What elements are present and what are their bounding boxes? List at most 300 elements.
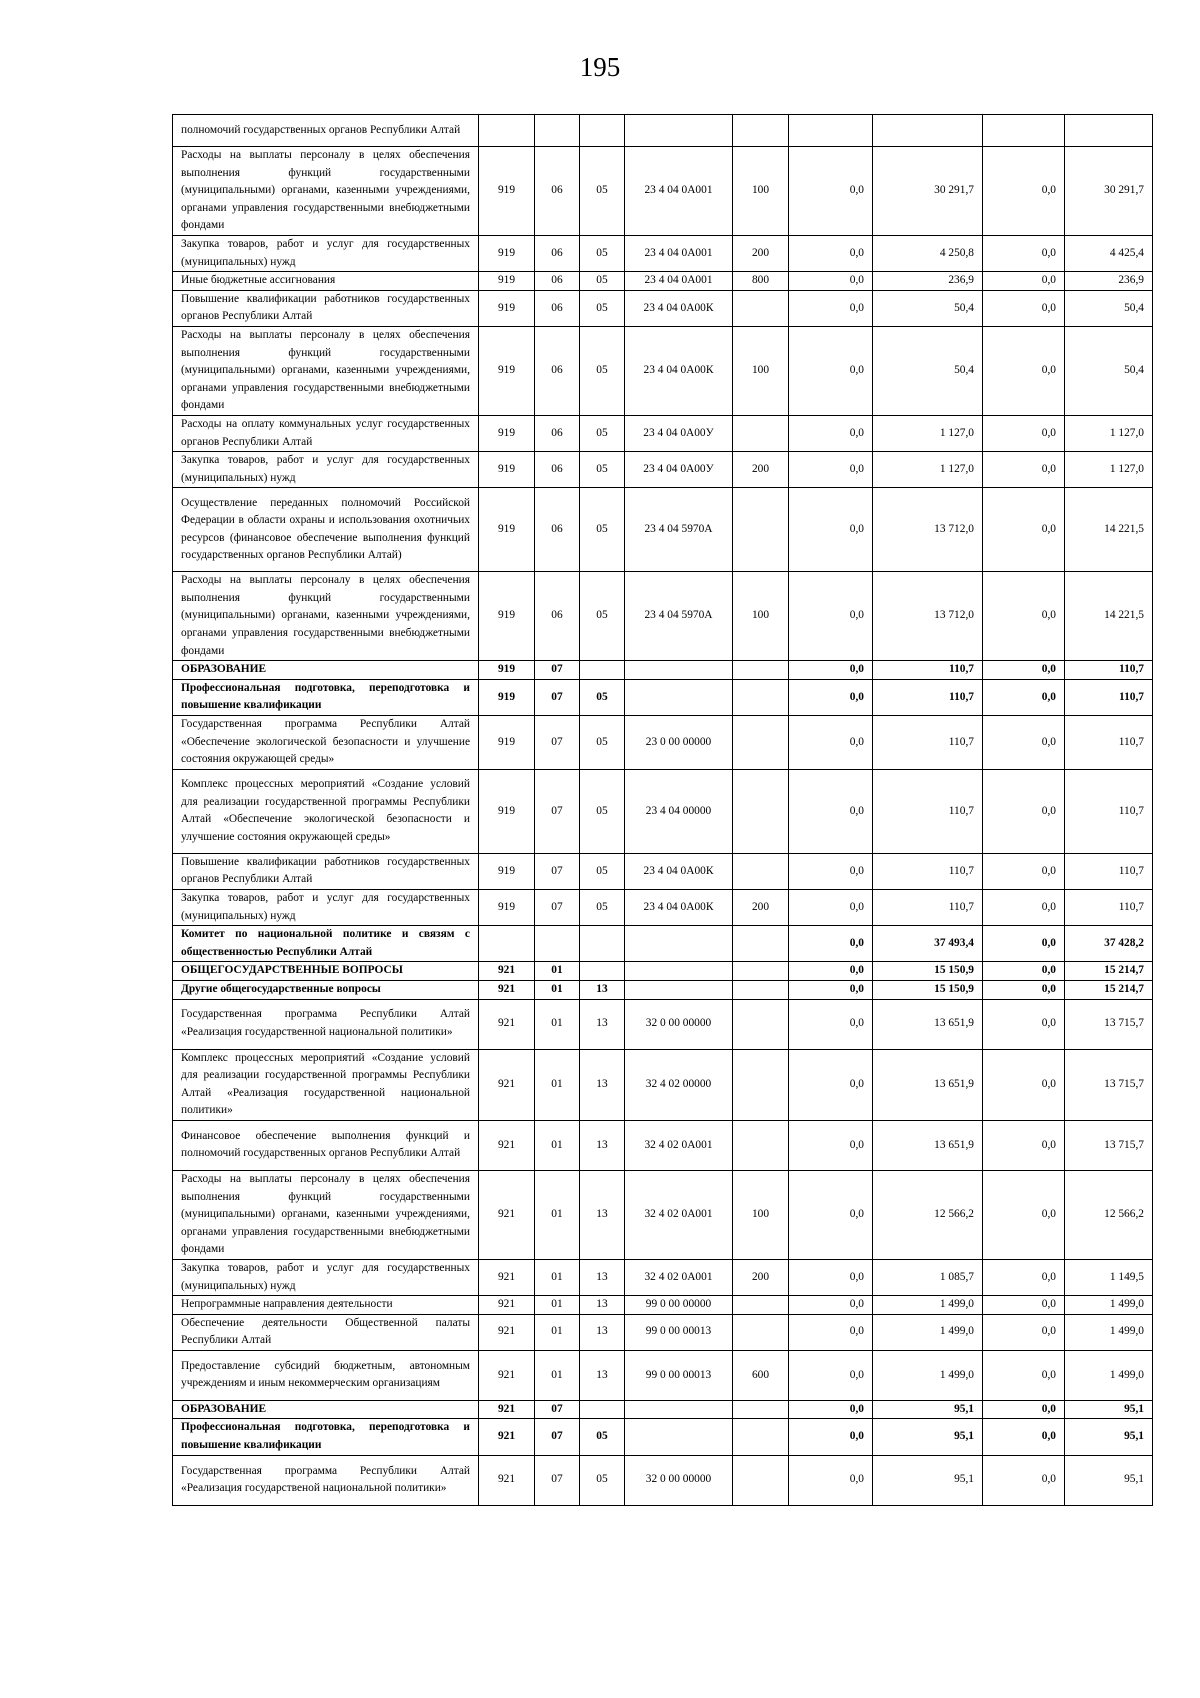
- table-row: [173, 853, 1153, 889]
- cell-name: Осуществление переданных полномочий Российской Федерации в области охраны и использования охотничьих ресурсов (финансовое обеспечение выполнения функций государственных органов Республики Алтай): [173, 488, 479, 572]
- cell-section: 06: [535, 326, 580, 415]
- cell-target-article: 23 4 04 0А00У: [625, 452, 733, 488]
- cell-name: Профессиональная подготовка, переподготовка и повышение квалификации: [173, 679, 479, 715]
- cell-target-article: 32 4 02 0А001: [625, 1259, 733, 1295]
- cell-subsection: 05: [580, 272, 625, 291]
- cell-ministry-code: 921: [479, 962, 535, 981]
- cell-amount-2: 50,4: [873, 290, 983, 326]
- cell-target-article: [625, 1400, 733, 1419]
- table-row: [173, 415, 1153, 451]
- cell-target-article: [625, 679, 733, 715]
- cell-section: 01: [535, 1314, 580, 1350]
- cell-name: Расходы на выплаты персоналу в целях обеспечения выполнения функций государственными (муниципальными) органами, казенными учреждениями, органами управления государственными внебюджетными фондами: [173, 147, 479, 236]
- cell-amount-2: 1 127,0: [873, 452, 983, 488]
- cell-amount-4: 15 214,7: [1065, 962, 1153, 981]
- table-row: [173, 572, 1153, 661]
- cell-amount-1: [789, 115, 873, 147]
- cell-ministry-code: 919: [479, 572, 535, 661]
- cell-name: Обеспечение деятельности Общественной палаты Республики Алтай: [173, 1314, 479, 1350]
- cell-amount-2: 12 566,2: [873, 1170, 983, 1259]
- cell-subsection: 13: [580, 1049, 625, 1120]
- cell-amount-1: 0,0: [789, 1350, 873, 1400]
- cell-amount-3: 0,0: [983, 1049, 1065, 1120]
- cell-target-article: [625, 962, 733, 981]
- cell-expense-type: [733, 853, 789, 889]
- cell-subsection: 05: [580, 235, 625, 271]
- cell-name: Закупка товаров, работ и услуг для государственных (муниципальных) нужд: [173, 235, 479, 271]
- cell-amount-3: 0,0: [983, 1296, 1065, 1315]
- cell-amount-4: 236,9: [1065, 272, 1153, 291]
- cell-amount-1: 0,0: [789, 890, 873, 926]
- cell-subsection: 05: [580, 572, 625, 661]
- cell-amount-2: 110,7: [873, 890, 983, 926]
- cell-amount-1: 0,0: [789, 326, 873, 415]
- cell-expense-type: 100: [733, 147, 789, 236]
- cell-name: Закупка товаров, работ и услуг для государственных (муниципальных) нужд: [173, 890, 479, 926]
- cell-amount-1: 0,0: [789, 1049, 873, 1120]
- cell-amount-2: 13 651,9: [873, 1120, 983, 1170]
- budget-table-body: [173, 115, 1153, 1506]
- table-row: [173, 769, 1153, 853]
- cell-subsection: [580, 661, 625, 680]
- cell-expense-type: 100: [733, 1170, 789, 1259]
- cell-name: Комплекс процессных мероприятий «Создание условий для реализации государственной программы Республики Алтай «Обеспечение экологической безопасности и улучшение состояния окружающей среды»: [173, 769, 479, 853]
- cell-expense-type: [733, 679, 789, 715]
- cell-section: 07: [535, 1455, 580, 1505]
- cell-amount-2: 30 291,7: [873, 147, 983, 236]
- cell-target-article: 32 0 00 00000: [625, 1455, 733, 1505]
- table-row: [173, 290, 1153, 326]
- cell-amount-4: 13 715,7: [1065, 1120, 1153, 1170]
- cell-amount-2: 110,7: [873, 679, 983, 715]
- cell-section: 01: [535, 962, 580, 981]
- cell-name: Закупка товаров, работ и услуг для государственных (муниципальных) нужд: [173, 1259, 479, 1295]
- cell-amount-4: 12 566,2: [1065, 1170, 1153, 1259]
- cell-amount-1: 0,0: [789, 147, 873, 236]
- table-row: [173, 147, 1153, 236]
- cell-subsection: 13: [580, 1259, 625, 1295]
- cell-ministry-code: 921: [479, 1314, 535, 1350]
- cell-name: ОБРАЗОВАНИЕ: [173, 661, 479, 680]
- cell-amount-1: 0,0: [789, 452, 873, 488]
- cell-ministry-code: 921: [479, 1400, 535, 1419]
- cell-amount-1: 0,0: [789, 290, 873, 326]
- cell-section: 01: [535, 1296, 580, 1315]
- cell-amount-2: 4 250,8: [873, 235, 983, 271]
- cell-name: Повышение квалификации работников государственных органов Республики Алтай: [173, 853, 479, 889]
- cell-ministry-code: 919: [479, 890, 535, 926]
- cell-name: Финансовое обеспечение выполнения функций и полномочий государственных органов Республики Алтай: [173, 1120, 479, 1170]
- cell-amount-2: 110,7: [873, 853, 983, 889]
- cell-section: 06: [535, 488, 580, 572]
- cell-amount-2: 15 150,9: [873, 980, 983, 999]
- cell-ministry-code: 921: [479, 1120, 535, 1170]
- cell-amount-4: 95,1: [1065, 1455, 1153, 1505]
- cell-expense-type: [733, 1120, 789, 1170]
- cell-target-article: 23 0 00 00000: [625, 716, 733, 770]
- cell-amount-4: [1065, 115, 1153, 147]
- page-number: 195: [579, 52, 621, 82]
- cell-name: Расходы на оплату коммунальных услуг государственных органов Республики Алтай: [173, 415, 479, 451]
- cell-subsection: 05: [580, 290, 625, 326]
- table-row: [173, 999, 1153, 1049]
- cell-amount-4: 110,7: [1065, 890, 1153, 926]
- cell-section: 06: [535, 452, 580, 488]
- cell-expense-type: [733, 1296, 789, 1315]
- cell-ministry-code: 919: [479, 415, 535, 451]
- cell-amount-1: 0,0: [789, 661, 873, 680]
- cell-section: 07: [535, 1400, 580, 1419]
- cell-amount-4: 95,1: [1065, 1419, 1153, 1455]
- cell-amount-2: 1 499,0: [873, 1350, 983, 1400]
- table-row: [173, 1350, 1153, 1400]
- cell-ministry-code: 921: [479, 999, 535, 1049]
- cell-subsection: 13: [580, 1120, 625, 1170]
- cell-amount-4: 50,4: [1065, 290, 1153, 326]
- cell-amount-3: 0,0: [983, 769, 1065, 853]
- cell-amount-1: 0,0: [789, 1400, 873, 1419]
- table-row: [173, 272, 1153, 291]
- cell-ministry-code: 921: [479, 1170, 535, 1259]
- cell-amount-4: 1 149,5: [1065, 1259, 1153, 1295]
- cell-target-article: 23 4 04 0А001: [625, 235, 733, 271]
- cell-section: 01: [535, 1049, 580, 1120]
- cell-amount-4: 50,4: [1065, 326, 1153, 415]
- cell-amount-3: 0,0: [983, 999, 1065, 1049]
- cell-subsection: 05: [580, 890, 625, 926]
- cell-amount-4: 1 499,0: [1065, 1314, 1153, 1350]
- cell-subsection: [580, 115, 625, 147]
- table-row: [173, 1120, 1153, 1170]
- cell-amount-4: 1 499,0: [1065, 1296, 1153, 1315]
- cell-amount-2: 95,1: [873, 1455, 983, 1505]
- cell-amount-3: 0,0: [983, 272, 1065, 291]
- cell-amount-3: 0,0: [983, 679, 1065, 715]
- table-row: [173, 890, 1153, 926]
- cell-amount-1: 0,0: [789, 853, 873, 889]
- cell-expense-type: [733, 999, 789, 1049]
- cell-amount-4: 14 221,5: [1065, 572, 1153, 661]
- cell-subsection: 05: [580, 452, 625, 488]
- cell-section: 07: [535, 853, 580, 889]
- cell-section: 07: [535, 679, 580, 715]
- cell-section: 06: [535, 415, 580, 451]
- cell-target-article: 32 0 00 00000: [625, 999, 733, 1049]
- cell-expense-type: [733, 488, 789, 572]
- cell-ministry-code: [479, 115, 535, 147]
- table-row: [173, 1296, 1153, 1315]
- cell-amount-4: 110,7: [1065, 679, 1153, 715]
- cell-subsection: 13: [580, 1296, 625, 1315]
- cell-amount-2: 95,1: [873, 1400, 983, 1419]
- cell-target-article: 23 4 04 0А001: [625, 272, 733, 291]
- cell-ministry-code: [479, 926, 535, 962]
- cell-name: Другие общегосударственные вопросы: [173, 980, 479, 999]
- cell-expense-type: 100: [733, 326, 789, 415]
- cell-amount-1: 0,0: [789, 716, 873, 770]
- cell-amount-3: 0,0: [983, 415, 1065, 451]
- cell-ministry-code: 919: [479, 488, 535, 572]
- cell-expense-type: [733, 769, 789, 853]
- cell-name: Предоставление субсидий бюджетным, автономным учреждениям и иным некоммерческим организациям: [173, 1350, 479, 1400]
- cell-name: Профессиональная подготовка, переподготовка и повышение квалификации: [173, 1419, 479, 1455]
- cell-amount-4: 110,7: [1065, 853, 1153, 889]
- cell-subsection: [580, 962, 625, 981]
- cell-amount-3: 0,0: [983, 1314, 1065, 1350]
- cell-section: 01: [535, 999, 580, 1049]
- cell-amount-4: 15 214,7: [1065, 980, 1153, 999]
- cell-target-article: 23 4 04 0А00У: [625, 415, 733, 451]
- cell-subsection: [580, 926, 625, 962]
- cell-target-article: 23 4 04 0А00К: [625, 853, 733, 889]
- cell-subsection: 05: [580, 326, 625, 415]
- cell-ministry-code: 919: [479, 853, 535, 889]
- cell-ministry-code: 919: [479, 290, 535, 326]
- cell-amount-4: 110,7: [1065, 716, 1153, 770]
- cell-subsection: 13: [580, 999, 625, 1049]
- cell-amount-3: 0,0: [983, 1455, 1065, 1505]
- table-row: [173, 235, 1153, 271]
- cell-expense-type: [733, 1400, 789, 1419]
- cell-amount-1: 0,0: [789, 769, 873, 853]
- cell-name: Государственная программа Республики Алтай «Реализация государственой национальной политики»: [173, 1455, 479, 1505]
- cell-ministry-code: 921: [479, 1350, 535, 1400]
- cell-amount-1: 0,0: [789, 415, 873, 451]
- cell-ministry-code: 919: [479, 326, 535, 415]
- cell-amount-3: 0,0: [983, 326, 1065, 415]
- cell-amount-4: 1 127,0: [1065, 452, 1153, 488]
- cell-target-article: [625, 980, 733, 999]
- cell-name: полномочий государственных органов Республики Алтай: [173, 115, 479, 147]
- cell-name: Комплекс процессных мероприятий «Создание условий для реализации государственной программы Республики Алтай «Реализация государственной национальной политики»: [173, 1049, 479, 1120]
- cell-target-article: 23 4 04 5970А: [625, 488, 733, 572]
- cell-amount-3: 0,0: [983, 1120, 1065, 1170]
- cell-amount-4: 4 425,4: [1065, 235, 1153, 271]
- table-row: [173, 962, 1153, 981]
- cell-amount-1: 0,0: [789, 1120, 873, 1170]
- cell-name: ОБЩЕГОСУДАРСТВЕННЫЕ ВОПРОСЫ: [173, 962, 479, 981]
- cell-name: Комитет по национальной политике и связям с общественностью Республики Алтай: [173, 926, 479, 962]
- cell-amount-2: 1 085,7: [873, 1259, 983, 1295]
- cell-subsection: 05: [580, 488, 625, 572]
- cell-amount-3: 0,0: [983, 926, 1065, 962]
- cell-ministry-code: 919: [479, 235, 535, 271]
- cell-amount-3: 0,0: [983, 290, 1065, 326]
- cell-section: [535, 115, 580, 147]
- cell-ministry-code: 919: [479, 452, 535, 488]
- cell-amount-2: 1 127,0: [873, 415, 983, 451]
- cell-subsection: 05: [580, 769, 625, 853]
- cell-section: 01: [535, 980, 580, 999]
- cell-ministry-code: 919: [479, 716, 535, 770]
- cell-section: 01: [535, 1170, 580, 1259]
- cell-amount-4: 1 127,0: [1065, 415, 1153, 451]
- cell-amount-1: 0,0: [789, 572, 873, 661]
- cell-ministry-code: 919: [479, 769, 535, 853]
- cell-amount-3: 0,0: [983, 962, 1065, 981]
- cell-target-article: [625, 926, 733, 962]
- cell-ministry-code: 921: [479, 1259, 535, 1295]
- cell-ministry-code: 921: [479, 980, 535, 999]
- cell-expense-type: [733, 980, 789, 999]
- cell-amount-4: 13 715,7: [1065, 999, 1153, 1049]
- cell-subsection: 05: [580, 1455, 625, 1505]
- cell-amount-4: 37 428,2: [1065, 926, 1153, 962]
- cell-amount-1: 0,0: [789, 1314, 873, 1350]
- cell-amount-1: 0,0: [789, 1419, 873, 1455]
- cell-name: Государственная программа Республики Алтай «Обеспечение экологической безопасности и улучшение состояния окружающей среды»: [173, 716, 479, 770]
- cell-target-article: 32 4 02 0А001: [625, 1120, 733, 1170]
- cell-expense-type: [733, 962, 789, 981]
- cell-ministry-code: 919: [479, 147, 535, 236]
- cell-section: 07: [535, 661, 580, 680]
- cell-target-article: 23 4 04 00000: [625, 769, 733, 853]
- cell-subsection: 13: [580, 980, 625, 999]
- table-row: [173, 1455, 1153, 1505]
- cell-amount-3: 0,0: [983, 488, 1065, 572]
- cell-amount-2: 95,1: [873, 1419, 983, 1455]
- table-row: [173, 115, 1153, 147]
- cell-subsection: 13: [580, 1350, 625, 1400]
- table-row: [173, 1400, 1153, 1419]
- cell-name: Расходы на выплаты персоналу в целях обеспечения выполнения функций государственными (муниципальными) органами, казенными учреждениями, органами управления государственными внебюджетными фондами: [173, 572, 479, 661]
- cell-amount-3: 0,0: [983, 1170, 1065, 1259]
- cell-subsection: 05: [580, 679, 625, 715]
- cell-amount-4: 110,7: [1065, 661, 1153, 680]
- cell-amount-2: 110,7: [873, 716, 983, 770]
- cell-expense-type: 600: [733, 1350, 789, 1400]
- table-row: [173, 1419, 1153, 1455]
- cell-section: 06: [535, 572, 580, 661]
- cell-expense-type: 200: [733, 890, 789, 926]
- cell-expense-type: [733, 115, 789, 147]
- cell-target-article: 99 0 00 00013: [625, 1350, 733, 1400]
- cell-amount-1: 0,0: [789, 926, 873, 962]
- cell-amount-2: 50,4: [873, 326, 983, 415]
- cell-amount-3: 0,0: [983, 1419, 1065, 1455]
- cell-target-article: 32 4 02 0А001: [625, 1170, 733, 1259]
- cell-expense-type: 800: [733, 272, 789, 291]
- cell-amount-1: 0,0: [789, 488, 873, 572]
- cell-target-article: 32 4 02 00000: [625, 1049, 733, 1120]
- cell-amount-1: 0,0: [789, 1296, 873, 1315]
- cell-target-article: 99 0 00 00013: [625, 1314, 733, 1350]
- cell-amount-3: 0,0: [983, 716, 1065, 770]
- cell-ministry-code: 919: [479, 661, 535, 680]
- table-row: [173, 661, 1153, 680]
- cell-amount-2: 1 499,0: [873, 1296, 983, 1315]
- cell-target-article: 23 4 04 0А00К: [625, 290, 733, 326]
- cell-ministry-code: 921: [479, 1455, 535, 1505]
- cell-target-article: 23 4 04 0А00К: [625, 326, 733, 415]
- cell-section: 06: [535, 235, 580, 271]
- budget-table: [172, 114, 1153, 1506]
- cell-amount-3: [983, 115, 1065, 147]
- cell-target-article: 23 4 04 0А00К: [625, 890, 733, 926]
- cell-expense-type: 200: [733, 235, 789, 271]
- cell-target-article: [625, 115, 733, 147]
- cell-amount-2: 1 499,0: [873, 1314, 983, 1350]
- cell-name: Расходы на выплаты персоналу в целях обеспечения выполнения функций государственными (муниципальными) органами, казенными учреждениями, органами управления государственными внебюджетными фондами: [173, 326, 479, 415]
- table-row: [173, 926, 1153, 962]
- table-row: [173, 326, 1153, 415]
- table-row: [173, 679, 1153, 715]
- cell-subsection: 13: [580, 1170, 625, 1259]
- cell-amount-3: 0,0: [983, 1259, 1065, 1295]
- cell-ministry-code: 921: [479, 1049, 535, 1120]
- cell-amount-4: 30 291,7: [1065, 147, 1153, 236]
- cell-amount-2: 37 493,4: [873, 926, 983, 962]
- table-row: [173, 716, 1153, 770]
- table-row: [173, 452, 1153, 488]
- cell-name: Непрограммные направления деятельности: [173, 1296, 479, 1315]
- cell-section: 07: [535, 890, 580, 926]
- cell-expense-type: 100: [733, 572, 789, 661]
- cell-section: 01: [535, 1350, 580, 1400]
- cell-expense-type: [733, 1419, 789, 1455]
- cell-subsection: 05: [580, 1419, 625, 1455]
- cell-section: 07: [535, 716, 580, 770]
- cell-amount-3: 0,0: [983, 890, 1065, 926]
- cell-expense-type: [733, 716, 789, 770]
- cell-name: Иные бюджетные ассигнования: [173, 272, 479, 291]
- cell-amount-4: 13 715,7: [1065, 1049, 1153, 1120]
- cell-amount-4: 14 221,5: [1065, 488, 1153, 572]
- cell-section: 01: [535, 1120, 580, 1170]
- cell-section: 06: [535, 272, 580, 291]
- cell-amount-1: 0,0: [789, 980, 873, 999]
- cell-amount-4: 1 499,0: [1065, 1350, 1153, 1400]
- cell-amount-3: 0,0: [983, 1350, 1065, 1400]
- cell-amount-1: 0,0: [789, 679, 873, 715]
- cell-ministry-code: 921: [479, 1296, 535, 1315]
- cell-ministry-code: 919: [479, 272, 535, 291]
- cell-amount-2: 15 150,9: [873, 962, 983, 981]
- cell-target-article: [625, 661, 733, 680]
- cell-subsection: 05: [580, 853, 625, 889]
- cell-name: Закупка товаров, работ и услуг для государственных (муниципальных) нужд: [173, 452, 479, 488]
- cell-expense-type: [733, 661, 789, 680]
- cell-section: 07: [535, 1419, 580, 1455]
- cell-amount-2: 236,9: [873, 272, 983, 291]
- cell-amount-3: 0,0: [983, 147, 1065, 236]
- cell-amount-3: 0,0: [983, 853, 1065, 889]
- cell-amount-2: 13 651,9: [873, 999, 983, 1049]
- cell-expense-type: [733, 415, 789, 451]
- table-row: [173, 1314, 1153, 1350]
- cell-amount-3: 0,0: [983, 235, 1065, 271]
- cell-section: 06: [535, 147, 580, 236]
- cell-amount-2: [873, 115, 983, 147]
- cell-name: ОБРАЗОВАНИЕ: [173, 1400, 479, 1419]
- cell-amount-3: 0,0: [983, 452, 1065, 488]
- cell-amount-1: 0,0: [789, 1170, 873, 1259]
- cell-name: Расходы на выплаты персоналу в целях обеспечения выполнения функций государственными (муниципальными) органами, казенными учреждениями, органами управления государственными внебюджетными фондами: [173, 1170, 479, 1259]
- table-row: [173, 488, 1153, 572]
- cell-expense-type: [733, 1049, 789, 1120]
- cell-amount-2: 110,7: [873, 661, 983, 680]
- cell-target-article: 23 4 04 5970А: [625, 572, 733, 661]
- cell-amount-3: 0,0: [983, 661, 1065, 680]
- cell-amount-1: 0,0: [789, 235, 873, 271]
- cell-amount-4: 110,7: [1065, 769, 1153, 853]
- cell-expense-type: 200: [733, 1259, 789, 1295]
- table-row: [173, 1259, 1153, 1295]
- table-row: [173, 1049, 1153, 1120]
- cell-amount-3: 0,0: [983, 1400, 1065, 1419]
- cell-section: 07: [535, 769, 580, 853]
- cell-amount-1: 0,0: [789, 1259, 873, 1295]
